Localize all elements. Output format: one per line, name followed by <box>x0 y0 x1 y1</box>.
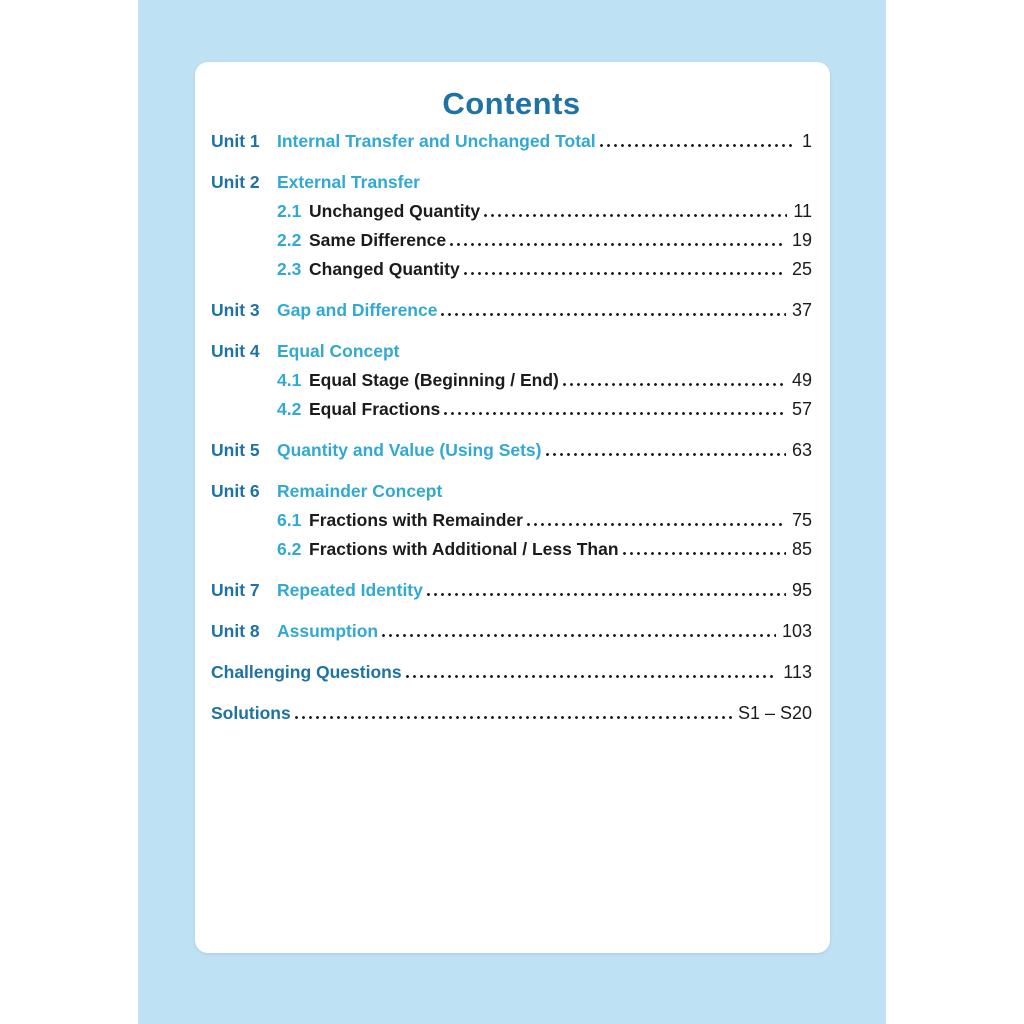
dot-leader <box>406 675 778 678</box>
entry-title: Internal Transfer and Unchanged Total <box>277 131 596 151</box>
toc-entry <box>211 172 812 201</box>
toc-entry <box>211 703 812 732</box>
entry-title: Unchanged Quantity <box>309 201 481 221</box>
toc-entry <box>211 131 812 160</box>
toc-entry <box>211 341 812 370</box>
dot-leader <box>427 593 786 596</box>
entry-title: Equal Stage (Beginning / End) <box>309 370 559 390</box>
entry-title: Assumption <box>277 621 379 641</box>
entry-page-number: 19 <box>791 230 812 250</box>
toc-entry <box>211 230 812 259</box>
entry-label: Unit 2 <box>211 172 260 192</box>
entry-page-number: 57 <box>791 399 812 419</box>
entry-label: Unit 1 <box>211 131 260 151</box>
entry-title: Challenging Questions <box>211 662 402 682</box>
toc-entry <box>211 662 812 691</box>
entry-label: Unit 4 <box>211 341 260 361</box>
dot-leader <box>546 453 786 456</box>
entry-label: 2.1 <box>277 201 302 221</box>
dot-leader <box>600 144 796 147</box>
entry-title: Equal Concept <box>277 341 400 361</box>
entry-label: Unit 3 <box>211 300 260 320</box>
entry-title: Gap and Difference <box>277 300 438 320</box>
toc-entry <box>211 481 812 510</box>
dot-leader <box>464 272 786 275</box>
entry-label: 2.2 <box>277 230 302 250</box>
entry-page-number: 95 <box>791 580 812 600</box>
entry-label: 6.2 <box>277 539 302 559</box>
dot-leader <box>563 383 786 386</box>
toc-entry <box>211 510 812 539</box>
toc-entry <box>211 621 812 650</box>
entry-page-number: 85 <box>791 539 812 559</box>
entry-page-number: 11 <box>793 201 812 221</box>
entry-page-number: 25 <box>791 259 812 279</box>
dot-leader <box>484 214 787 217</box>
entry-page-number: 63 <box>791 440 812 460</box>
dot-leader <box>295 716 732 719</box>
entry-page-number: 75 <box>791 510 812 530</box>
entry-page-number: 1 <box>801 131 812 151</box>
entry-title: Remainder Concept <box>277 481 443 501</box>
entry-title: Quantity and Value (Using Sets) <box>277 440 542 460</box>
entry-label: Unit 6 <box>211 481 260 501</box>
entry-page-number: 113 <box>783 662 812 682</box>
entry-title: Repeated Identity <box>277 580 423 600</box>
dot-leader <box>527 523 786 526</box>
dot-leader <box>382 634 776 637</box>
entry-title: Equal Fractions <box>309 399 441 419</box>
entry-label: Unit 7 <box>211 580 260 600</box>
entry-page-number: 49 <box>791 370 812 390</box>
entry-title: Fractions with Remainder <box>309 510 523 530</box>
entry-title: Fractions with Additional / Less Than <box>309 539 619 559</box>
dot-leader <box>441 313 786 316</box>
entry-title: Same Difference <box>309 230 447 250</box>
entry-label: 4.2 <box>277 399 302 419</box>
toc-entry <box>211 539 812 568</box>
entry-label: 6.1 <box>277 510 302 530</box>
toc-entry <box>211 440 812 469</box>
contents-page <box>195 62 830 953</box>
toc-entry <box>211 201 812 230</box>
entry-title: External Transfer <box>277 172 420 192</box>
toc-entry <box>211 399 812 428</box>
page-title: Contents <box>442 86 581 121</box>
entry-label: Unit 5 <box>211 440 260 460</box>
entry-label: 2.3 <box>277 259 302 279</box>
entry-label: 4.1 <box>277 370 302 390</box>
toc-entry <box>211 300 812 329</box>
toc-entry <box>211 580 812 609</box>
toc-entry <box>211 370 812 399</box>
entry-page-number: 37 <box>791 300 812 320</box>
entry-title: Changed Quantity <box>309 259 460 279</box>
dot-leader <box>623 552 786 555</box>
entry-page-number: 103 <box>781 621 812 641</box>
entry-title: Solutions <box>211 703 291 723</box>
entry-page-number: S1 – S20 <box>737 703 812 723</box>
dot-leader <box>450 243 786 246</box>
toc-entry <box>211 259 812 288</box>
entry-label: Unit 8 <box>211 621 260 641</box>
dot-leader <box>444 412 786 415</box>
toc-list <box>211 131 812 732</box>
